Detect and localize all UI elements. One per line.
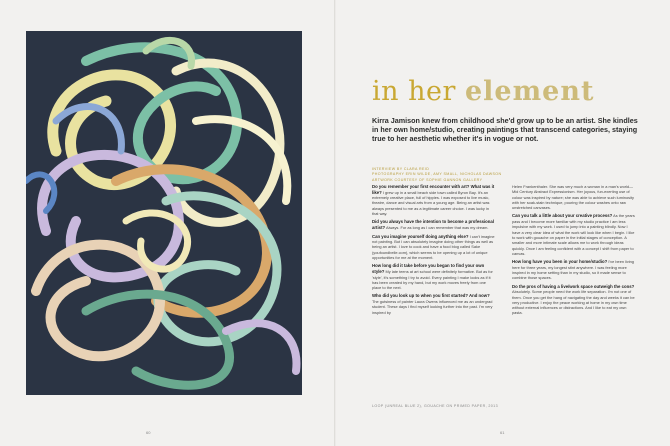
question: Do the pros of having a live/work space outweigh the cons? [512,283,635,289]
question: Who did you look up to when you first started? And now? [372,293,490,299]
article-intro: Kirra Jamison knew from childhood she'd grow up to be an artist. She kindles in her own home/studio, creating paintings that transcend categories, staying true to her aesthetic whether it's in vogue or not. [372,116,638,144]
answer: As the years pass and I become more familiar with my studio practice I am less impulsive with my work. I used to jump into a painting blindly. Now I have a very clear idea of what the work will look like when I begin. I like to work with gouache on paper in the initial stages of conception. A smaller and more intimate scale allows me to work through ideas quickly. Once I am feeling confident with a concept I shift from paper to canvas. [512,213,635,256]
question: How long have you been in your home/studio? [512,259,608,265]
answer: Helen Frankenthaler. She was very much a woman in a man's world—Mid Century Abstract Expressionism. Her joyous, fun-exerting use of colour was inspired by nature; she was able to achieve such luminosity with her soak-stain technique, pouring the colour washes onto raw unstretched canvases. [512,184,634,211]
title-part-1: in her [372,76,465,107]
answer: Always. For as long as I can remember that was my dream. [386,224,489,230]
question: Did you always have the intention to become a professional artist? [372,219,495,230]
text-column-2 [512,184,636,319]
artwork-caption: LOOP (UNREAL BLUE 2), GOUACHE ON PRIMED PAPER, 2013 [372,404,498,408]
answer: I can't imagine not painting. But I can absolutely imagine doing other things as well as being an artist. I love to cook and have a food blog called Sake (youfoundbelle.com), which seems to be opening up a lot of unique opportunities for me at the moment. [372,233,495,261]
credit-line: ARTWORK COURTESY OF SOPHIE GANNON GALLERY [372,177,483,182]
article-title [372,78,594,105]
question: How long did it take before you began to find your own style? [372,263,485,274]
answer: I've been living here for three years, my longest stint anywhere. I was feeling more inspired in my home setting than in my studio, so it made sense to combine those spaces. [512,259,634,281]
question: Can you talk a little about your creative process? [512,213,613,219]
answer: Absolutely. Some people need the work life separation. I'm not one of them. Once you get the hang of navigating the day and weeks it can be very productive. I enjoy the peace working at home in my own time without external influences or distractions. And I like to eat my own pasta. [512,289,635,316]
answer: I grew up in a small beach side town called Byron Bay. It's an extremely creative place, full of hippies. I was exposed to live music, theatre, dance and visual arts from a young age. Being an artist was always presented to me as a legitimate career choice. I was lucky in that way. [372,189,490,217]
credit-line: PHOTOGRAPHY ERIN WILDE, AMY SMALL, NICHOLAS DAWSON [372,172,502,177]
answer: The gutsiness of painter Laura Owens influenced me as an undergrad student. These days I find myself looking further into the past. I'm very inspired by [372,299,493,315]
abstract-painting [26,31,302,395]
left-page-number: 60 [146,430,151,435]
text-column-1 [372,184,496,318]
question: Can you imagine yourself doing anything else? [372,233,469,239]
right-page-number: 61 [500,430,505,435]
painting-artwork [26,31,302,395]
page-gutter [334,0,336,446]
credit-line: INTERVIEW BY CLARA REID [372,167,430,171]
title-part-2: element [464,76,595,107]
answer: My late teens at art school were definitely formative. But as for 'style', it's something I try to avoid. Every painting I make looks as if it has been created by my hand, but my work moves freely from one place to the next. [372,268,493,291]
question: Do you remember your first encounter with art? What was it like? [372,184,495,195]
article-credits [372,167,632,183]
